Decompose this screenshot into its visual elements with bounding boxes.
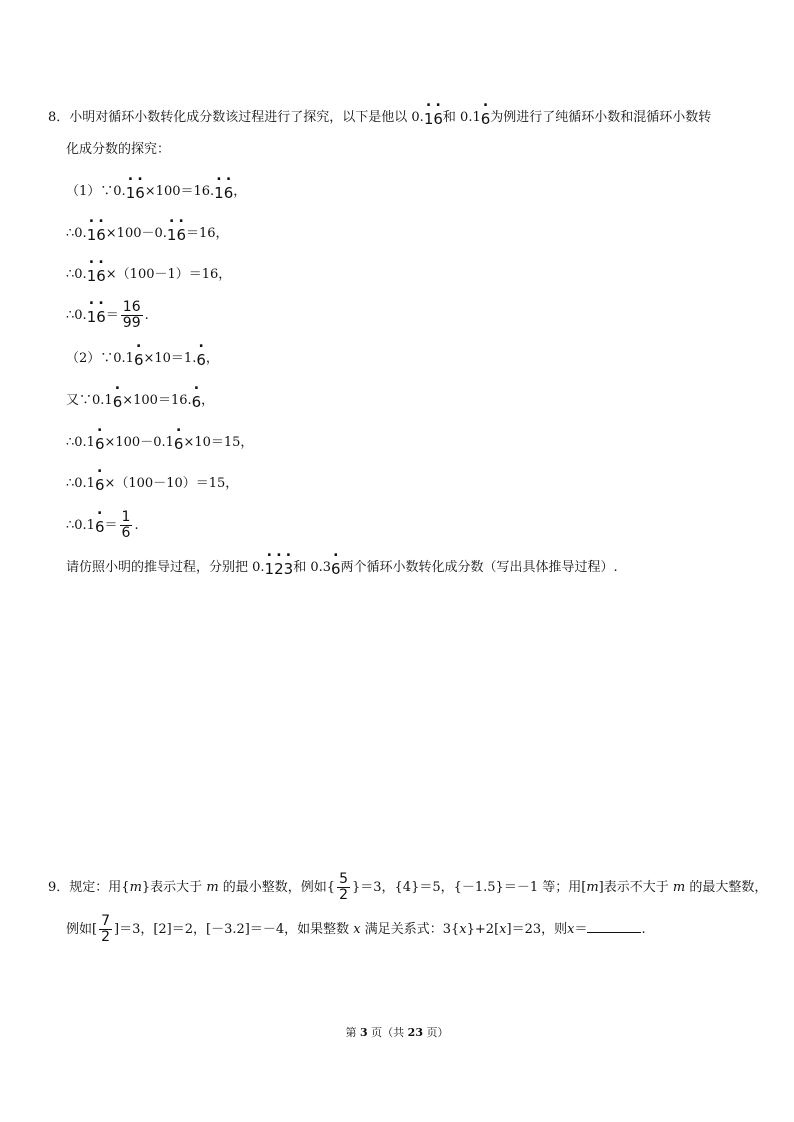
step-text: ×（100－1）＝16，: [105, 267, 232, 282]
step-text: （2）∵0.1: [66, 351, 134, 366]
footer-text: 第: [345, 1026, 361, 1039]
q8-step-7: [66, 431, 253, 453]
q9-text: ]＝3，[2]＝2，[－3.2]＝－4，如果整数: [114, 922, 350, 937]
repeat-digit: . 3: [284, 559, 294, 579]
q8-step-1: [66, 180, 246, 202]
q8-number: 8．: [48, 110, 70, 125]
q9-text: ＝: [574, 922, 588, 937]
q9-text: ]＝23，则: [506, 922, 568, 937]
repeat-digit: . 6: [192, 392, 202, 412]
q8-intro-line-1: [48, 106, 711, 128]
step-text: ∴0.1: [66, 435, 95, 450]
fraction: [337, 872, 350, 903]
repeat-digit: . 6: [95, 517, 105, 537]
step-text: ，: [233, 184, 247, 199]
step-text: ，: [205, 351, 219, 366]
fraction-numerator: 7: [101, 913, 110, 929]
repeat-digit: . 6: [135, 183, 145, 203]
q8-step-3: [66, 263, 231, 285]
repeat-digit: . 6: [96, 225, 106, 245]
fraction: [121, 300, 143, 331]
task-text: 和 0.3: [293, 560, 331, 575]
step-text: ，: [201, 393, 215, 408]
repeat-digit: . 6: [134, 350, 144, 370]
q8-step-2: [66, 222, 229, 244]
step-text: ∴0.: [66, 267, 87, 282]
step-text: ∴0.1: [66, 518, 95, 533]
repeat-digit: . 6: [96, 307, 106, 327]
repeat-digit: . 6: [224, 183, 234, 203]
repeat-digit: . 6: [113, 392, 123, 412]
q8-intro-text: 和 0.1: [442, 110, 481, 125]
q8-intro-text: 小明对循环小数转化成分数该过程进行了探究，以下是他以 0.: [69, 110, 424, 125]
fraction-denominator: 99: [122, 315, 141, 331]
fraction-denominator: 2: [339, 887, 348, 903]
q9-text: 满足关系式：3{: [364, 922, 460, 937]
step-text: ＝: [104, 518, 118, 533]
fraction-denominator: 2: [101, 929, 110, 945]
repeat-digit: . 2: [274, 559, 284, 579]
step-text: ×10＝15，: [183, 435, 254, 450]
step-text: ×100＝16.: [122, 393, 192, 408]
repeat-digit: . 1: [87, 307, 97, 327]
fraction: [120, 510, 133, 541]
page-footer: [0, 1024, 794, 1040]
q8-step-6: [66, 389, 214, 411]
var-m: m: [586, 880, 599, 895]
page-number: 3: [360, 1026, 368, 1039]
repeat-digit: . 1: [126, 183, 136, 203]
repeat-digit: . 1: [214, 183, 224, 203]
var-x: x: [353, 922, 361, 937]
step-text: ＝: [105, 308, 119, 323]
q9-text: 例如[: [66, 922, 98, 937]
q9-text: 的最小整数，例如{: [222, 880, 336, 895]
fraction-numerator: 5: [339, 871, 348, 887]
var-m: m: [129, 880, 142, 895]
q9-number: 9．: [48, 880, 70, 895]
step-text: ×10＝1.: [143, 351, 197, 366]
q9-text: ]表示不大于: [598, 880, 669, 895]
step-text: ∴0.: [66, 308, 87, 323]
q8-intro-line-2: 化成分数的探究：: [66, 142, 171, 157]
repeat-digit: . 6: [433, 109, 443, 129]
repeat-digit: . 1: [265, 559, 275, 579]
q9-line-2: [66, 914, 646, 945]
var-x: x: [459, 922, 467, 937]
var-x: x: [499, 922, 507, 937]
fraction-numerator: 16: [122, 299, 141, 315]
repeat-digit: . 1: [424, 109, 434, 129]
q8-step-8: [66, 472, 238, 494]
q9-text: }表示大于: [141, 880, 203, 895]
step-text: ＝16，: [185, 226, 229, 241]
q9-text: }＝3，{4}＝5，{－1.5}＝－1 等；用[: [351, 880, 587, 895]
q9-text: .: [641, 922, 646, 937]
fraction: [99, 914, 112, 945]
answer-blank[interactable]: [587, 918, 641, 933]
step-text: 又∵0.1: [66, 393, 113, 408]
q8-step-5: [66, 347, 219, 369]
step-text: （1）∵0.: [66, 184, 126, 199]
step-text: ×（100－10）＝15，: [104, 476, 239, 491]
repeat-digit: . 6: [331, 559, 341, 579]
task-text: 两个循环小数转化成分数（写出具体推导过程）.: [340, 560, 618, 575]
repeat-digit: . 6: [96, 266, 106, 286]
var-x: x: [567, 922, 575, 937]
repeat-digit: . 1: [87, 266, 97, 286]
q9-line-1: [48, 872, 767, 903]
repeat-digit: . 6: [196, 350, 206, 370]
repeat-digit: . 6: [95, 475, 105, 495]
fraction-numerator: 1: [121, 509, 131, 525]
repeat-digit: . 1: [87, 225, 97, 245]
repeat-digit: . 1: [167, 225, 177, 245]
q9-text: 的最大整数，: [689, 880, 768, 895]
step-text: .: [144, 308, 149, 323]
fraction-denominator: 6: [121, 525, 131, 541]
var-m: m: [206, 880, 219, 895]
step-text: .: [134, 518, 139, 533]
step-text: ∴0.: [66, 226, 87, 241]
step-text: ×100＝16.: [144, 184, 215, 199]
q9-text: }+2[: [466, 922, 500, 937]
step-text: ×100－0.1: [104, 435, 174, 450]
step-text: ×100－0.: [105, 226, 167, 241]
task-text: 请仿照小明的推导过程，分别把 0.: [66, 560, 265, 575]
q8-task: [66, 556, 618, 578]
repeat-digit: . 6: [176, 225, 186, 245]
step-text: ∴0.1: [66, 476, 95, 491]
q8-intro-text: 为例进行了纯循环小数和混循环小数转: [490, 110, 712, 125]
q8-step-4: [66, 300, 149, 331]
footer-text: 页）: [422, 1026, 449, 1039]
repeat-digit: . 6: [95, 434, 105, 454]
repeat-digit: . 6: [174, 434, 184, 454]
q9-text: 规定：用{: [69, 880, 130, 895]
footer-text: 页（共: [367, 1026, 408, 1039]
var-m: m: [672, 880, 686, 895]
total-pages: 23: [407, 1026, 423, 1039]
q8-step-9: [66, 510, 139, 541]
repeat-digit: . 6: [481, 109, 491, 129]
